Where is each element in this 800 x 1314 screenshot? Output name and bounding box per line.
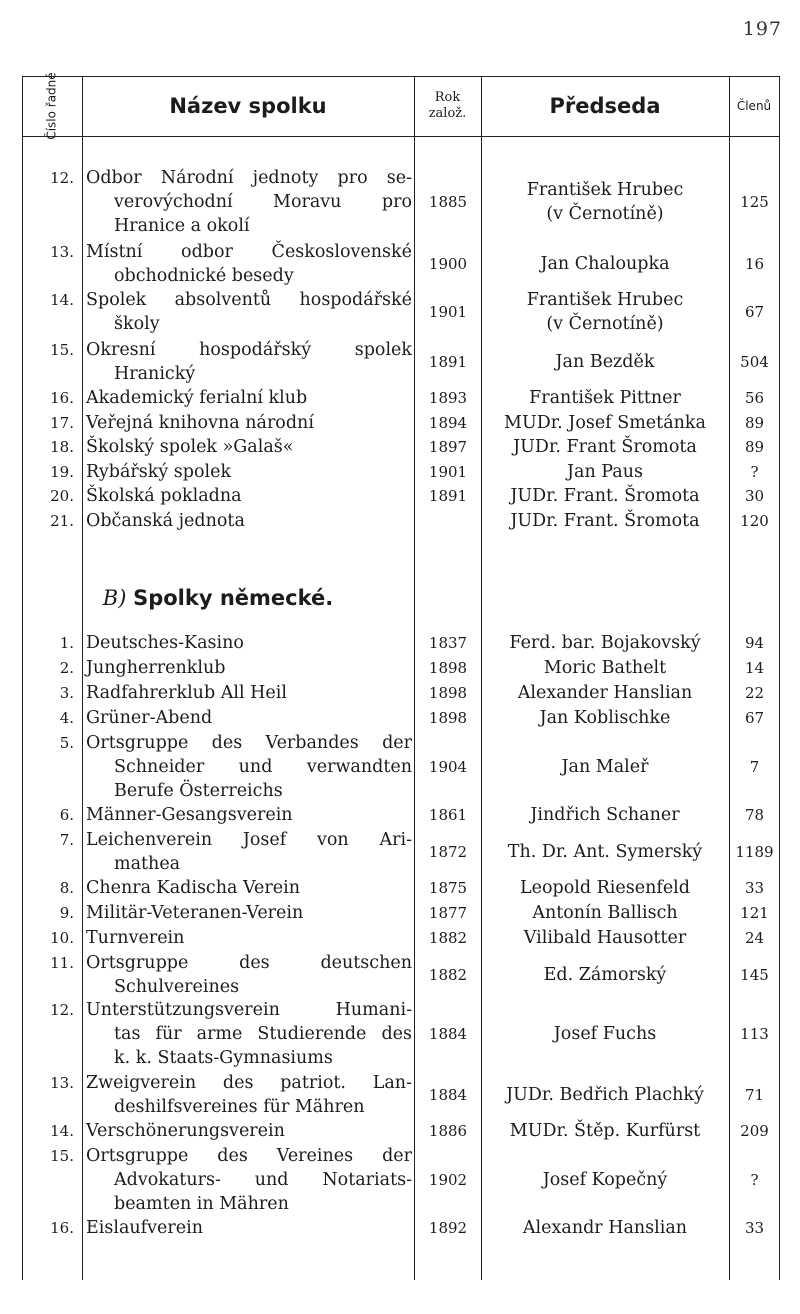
chairman-line: Antonín Ballisch	[532, 903, 678, 923]
association-name-line: Advokaturs- und Notariats-	[114, 1170, 412, 1190]
table-row	[22, 240, 780, 288]
chairman-line: František Hrubec	[526, 290, 684, 310]
chairman-line: JUDr. Bedřich Plachký	[506, 1085, 704, 1105]
association-name-line: školy	[114, 314, 160, 334]
header-bottom-rule	[22, 136, 780, 137]
chairman	[481, 435, 729, 459]
founding-year: 1886	[428, 1122, 468, 1140]
chairman	[481, 509, 729, 533]
chairman	[481, 386, 729, 410]
member-count: 78	[744, 806, 765, 824]
founding-year: 1882	[428, 966, 468, 984]
chairman-line: Jan Paus	[567, 462, 643, 482]
association-name-line: Schulvereines	[114, 977, 240, 997]
association-name	[86, 901, 412, 925]
association-name-line: Schneider und verwandten	[114, 757, 412, 777]
association-name-line: Akademický ferialní klub	[86, 388, 308, 408]
header-predseda: Předseda	[549, 94, 661, 118]
chairman	[481, 484, 729, 508]
association-name-line: Místní odbor Československé	[86, 242, 412, 262]
chairman-line: (v Černotíně)	[546, 204, 664, 224]
table-row	[22, 1216, 780, 1240]
association-name-line: Jungherrenklub	[86, 658, 226, 678]
row-number: 6.	[59, 806, 74, 824]
association-name	[86, 876, 412, 900]
row-number: 7.	[59, 831, 74, 849]
association-name-line: Školský spolek »Galaš«	[86, 437, 294, 457]
chairman	[481, 656, 729, 680]
association-name	[86, 1071, 412, 1119]
chairman	[481, 1216, 729, 1240]
association-name	[86, 681, 412, 705]
association-name-line: Hranický	[114, 364, 196, 384]
table-row	[22, 288, 780, 336]
founding-year: 1898	[428, 709, 468, 727]
association-name-line: Občanská jednota	[86, 511, 245, 531]
association-name-line: verovýchodní Moravu pro	[114, 192, 412, 212]
chairman-line: Moric Bathelt	[543, 658, 667, 678]
chairman-line: Jan Koblischke	[539, 708, 671, 728]
association-name-line: Leichenverein Josef von Ari-	[86, 830, 412, 850]
association-name	[86, 998, 412, 1070]
member-count: 94	[744, 634, 765, 652]
founding-year: 1891	[428, 353, 468, 371]
association-name-line: Zweigverein des patriot. Lan-	[86, 1073, 412, 1093]
chairman-line: Jindřich Schaner	[530, 805, 680, 825]
member-count: 14	[744, 659, 765, 677]
association-name	[86, 1216, 412, 1240]
member-count: 89	[744, 438, 765, 456]
chairman	[481, 963, 729, 987]
founding-year: 1901	[428, 463, 468, 481]
table-row	[22, 951, 780, 999]
member-count: 504	[740, 353, 769, 371]
member-count: 30	[744, 487, 765, 505]
member-count: 125	[740, 193, 769, 211]
table-row	[22, 338, 780, 386]
chairman	[481, 1083, 729, 1107]
association-name-line: Radfahrerklub All Heil	[86, 683, 287, 703]
chairman-line: Alexandr Hanslian	[522, 1218, 688, 1238]
row-number: 2.	[59, 659, 74, 677]
chairman-line: JUDr. Frant. Šromota	[510, 511, 700, 531]
row-number: 21.	[50, 512, 74, 530]
member-count: 22	[744, 684, 765, 702]
associations-table	[22, 72, 780, 1280]
association-name	[86, 435, 412, 459]
association-name-line: Verschönerungsverein	[86, 1121, 285, 1141]
member-count: 7	[749, 758, 760, 776]
association-name	[86, 509, 412, 533]
founding-year: 1875	[428, 879, 468, 897]
chairman	[481, 1022, 729, 1046]
founding-year: 1898	[428, 659, 468, 677]
member-count: 1189	[735, 843, 774, 861]
chairman	[481, 460, 729, 484]
table-row	[22, 1144, 780, 1216]
association-name-line: Okresní hospodářský spolek	[86, 340, 412, 360]
association-name-line: deshilfsvereines für Mähren	[114, 1097, 365, 1117]
association-name-line: Berufe Österreichs	[114, 781, 283, 801]
table-row	[22, 435, 780, 459]
association-name	[86, 484, 412, 508]
chairman	[481, 288, 729, 336]
association-name-line: Turnverein	[86, 928, 185, 948]
row-number: 20.	[50, 487, 74, 505]
chairman-line: Jan Chaloupka	[540, 254, 670, 274]
row-number: 13.	[50, 1074, 74, 1092]
association-name	[86, 656, 412, 680]
association-name	[86, 411, 412, 435]
header-clenu: Členů	[736, 99, 772, 113]
table-row	[22, 926, 780, 950]
table-row	[22, 166, 780, 238]
chairman-line: MUDr. Štěp. Kurfürst	[509, 1121, 701, 1141]
association-name-line: Männer-Gesangsverein	[86, 805, 293, 825]
member-count: ?	[750, 1171, 759, 1189]
member-count: 209	[740, 1122, 769, 1140]
association-name-line: Chenra Kadischa Verein	[86, 878, 300, 898]
founding-year: 1861	[428, 806, 468, 824]
table-row	[22, 484, 780, 508]
association-name-line: Grüner-Abend	[86, 708, 213, 728]
header-rok-line1: Rok	[434, 90, 461, 105]
table-row	[22, 1119, 780, 1143]
chairman	[481, 1119, 729, 1143]
header-cislo-label: Číslo řadné	[45, 72, 60, 140]
member-count: 89	[744, 414, 765, 432]
row-number: 12.	[50, 1001, 74, 1019]
table-row	[22, 681, 780, 705]
row-number: 8.	[59, 879, 74, 897]
association-name-line: mathea	[114, 854, 181, 874]
association-name-line: Militär-Veteranen-Verein	[86, 903, 304, 923]
founding-year: 1902	[428, 1171, 468, 1189]
chairman-line: Ed. Zámorský	[543, 965, 667, 985]
table-row	[22, 803, 780, 827]
founding-year: 1884	[428, 1025, 468, 1043]
member-count: 67	[744, 709, 765, 727]
association-name	[86, 951, 412, 999]
association-name-line: obchodnické besedy	[114, 266, 294, 286]
association-name-line: Ortsgruppe des deutschen	[86, 953, 412, 973]
founding-year: 1898	[428, 684, 468, 702]
row-number: 11.	[50, 954, 74, 972]
chairman	[481, 840, 729, 864]
row-number: 13.	[50, 243, 74, 261]
chairman-line: Jan Bezděk	[555, 352, 655, 372]
table-row	[22, 828, 780, 876]
association-name	[86, 803, 412, 827]
chairman-line: Alexander Hanslian	[517, 683, 693, 703]
table-row	[22, 731, 780, 803]
association-name-line: Školská pokladna	[86, 486, 242, 506]
row-number: 14.	[50, 291, 74, 309]
table-row	[22, 411, 780, 435]
row-number: 15.	[50, 341, 74, 359]
chairman	[481, 803, 729, 827]
founding-year: 1901	[428, 303, 468, 321]
association-name	[86, 926, 412, 950]
association-name	[86, 731, 412, 803]
chairman-line: Josef Kopečný	[542, 1170, 668, 1190]
association-name-line: beamten in Mähren	[114, 1194, 289, 1214]
member-count: ?	[750, 463, 759, 481]
table-row	[22, 386, 780, 410]
member-count: 33	[744, 1219, 765, 1237]
association-name-line: tas für arme Studierende des	[114, 1024, 412, 1044]
member-count: 24	[744, 929, 765, 947]
row-number: 5.	[59, 734, 74, 752]
association-name	[86, 706, 412, 730]
table-row	[22, 656, 780, 680]
chairman-line: Th. Dr. Ant. Symerský	[507, 842, 703, 862]
table-row	[22, 876, 780, 900]
header-nazev: Název spolku	[169, 94, 327, 118]
chairman	[481, 706, 729, 730]
chairman-line: JUDr. Frant Šromota	[513, 437, 697, 457]
founding-year: 1885	[428, 193, 468, 211]
chairman	[481, 350, 729, 374]
association-name-line: Rybářský spolek	[86, 462, 232, 482]
association-name-line: Deutsches-Kasino	[86, 633, 244, 653]
association-name	[86, 631, 412, 655]
chairman	[481, 901, 729, 925]
association-name-line: Ortsgruppe des Vereines der	[86, 1146, 412, 1166]
table-row	[22, 706, 780, 730]
chairman-line: František Hrubec	[526, 180, 684, 200]
member-count: 113	[740, 1025, 769, 1043]
row-number: 15.	[50, 1147, 74, 1165]
founding-year: 1897	[428, 438, 468, 456]
row-number: 12.	[50, 169, 74, 187]
member-count: 67	[744, 303, 765, 321]
chairman	[481, 876, 729, 900]
table-row	[22, 901, 780, 925]
association-name	[86, 288, 412, 336]
chairman	[481, 631, 729, 655]
founding-year: 1904	[428, 758, 468, 776]
row-number: 3.	[59, 684, 74, 702]
association-name-line: Ortsgruppe des Verbandes der	[86, 733, 412, 753]
header-cislo	[24, 72, 80, 140]
chairman	[481, 926, 729, 950]
association-name	[86, 460, 412, 484]
association-name-line: Spolek absolventů hospodářské	[86, 290, 412, 310]
section-letter: B)	[102, 586, 127, 610]
founding-year: 1891	[428, 487, 468, 505]
chairman	[481, 681, 729, 705]
chairman-line: Jan Maleř	[561, 757, 649, 777]
founding-year: 1837	[428, 634, 468, 652]
association-name-line: Veřejná knihovna národní	[86, 413, 314, 433]
member-count: 121	[740, 904, 769, 922]
association-name-line: Hranice a okolí	[114, 216, 250, 236]
chairman-line: (v Černotíně)	[546, 314, 664, 334]
association-name-line: Odbor Národní jednoty pro se-	[86, 168, 412, 188]
association-name	[86, 386, 412, 410]
header-rok-line2: založ.	[428, 106, 467, 121]
row-number: 17.	[50, 414, 74, 432]
row-number: 4.	[59, 709, 74, 727]
table-row	[22, 998, 780, 1070]
row-number: 1.	[59, 634, 74, 652]
founding-year: 1877	[428, 904, 468, 922]
member-count: 33	[744, 879, 765, 897]
row-number: 16.	[50, 389, 74, 407]
chairman-line: JUDr. Frant. Šromota	[510, 486, 700, 506]
chairman-line: Leopold Riesenfeld	[520, 878, 690, 898]
founding-year: 1884	[428, 1086, 468, 1104]
association-name	[86, 166, 412, 238]
founding-year: 1893	[428, 389, 468, 407]
association-name	[86, 828, 412, 876]
founding-year: 1882	[428, 929, 468, 947]
founding-year: 1900	[428, 255, 468, 273]
row-number: 18.	[50, 438, 74, 456]
chairman-line: Josef Fuchs	[553, 1024, 657, 1044]
header-rok	[414, 76, 481, 136]
row-number: 19.	[50, 463, 74, 481]
chairman-line: Ferd. bar. Bojakovský	[509, 633, 701, 653]
association-name	[86, 338, 412, 386]
member-count: 120	[740, 512, 769, 530]
chairman	[481, 755, 729, 779]
section-heading	[22, 586, 414, 610]
chairman	[481, 178, 729, 226]
row-number: 10.	[50, 929, 74, 947]
member-count: 145	[740, 966, 769, 984]
chairman-line: MUDr. Josef Smetánka	[504, 413, 706, 433]
table-row	[22, 509, 780, 533]
page-number: 197	[742, 18, 782, 40]
chairman	[481, 411, 729, 435]
founding-year: 1892	[428, 1219, 468, 1237]
member-count: 71	[744, 1086, 765, 1104]
founding-year: 1894	[428, 414, 468, 432]
association-name	[86, 1119, 412, 1143]
table-row	[22, 1071, 780, 1119]
chairman-line: Vilibald Hausotter	[523, 928, 687, 948]
row-number: 16.	[50, 1219, 74, 1237]
row-number: 14.	[50, 1122, 74, 1140]
association-name	[86, 240, 412, 288]
table-row	[22, 631, 780, 655]
table-row	[22, 460, 780, 484]
founding-year: 1872	[428, 843, 468, 861]
association-name	[86, 1144, 412, 1216]
association-name-line: Unterstützungsverein Humani-	[86, 1000, 412, 1020]
chairman	[481, 252, 729, 276]
association-name-line: Eislaufverein	[86, 1218, 203, 1238]
association-name-line: k. k. Staats-Gymnasiums	[114, 1048, 333, 1068]
chairman	[481, 1168, 729, 1192]
chairman-line: František Pittner	[529, 388, 681, 408]
member-count: 16	[744, 255, 765, 273]
row-number: 9.	[59, 904, 74, 922]
member-count: 56	[744, 389, 765, 407]
section-title: Spolky německé.	[133, 586, 334, 610]
